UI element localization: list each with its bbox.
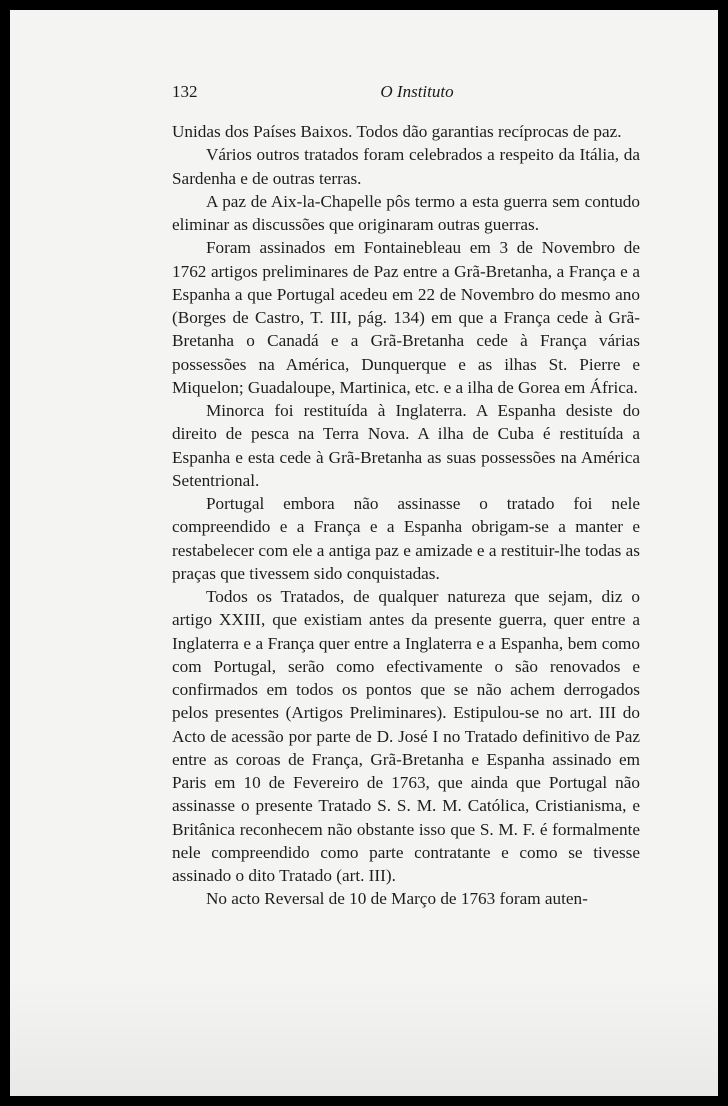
running-title: O Instituto xyxy=(380,82,454,101)
page-number: 132 xyxy=(172,82,198,101)
paragraph-acto-reversal: No acto Reversal de 10 de Março de 1763 foram auten- xyxy=(206,889,588,909)
paragraph-portugal: Portugal embora não assinasse o tratado foi nele compreendido e a França e a Espanha obrigam-se a manter e restabelecer com ele a antiga paz e amizade e a restituir-lhe todas as praças que tivessem sido conquistadas. xyxy=(172,494,640,583)
body-text xyxy=(172,120,640,911)
paragraph-fontainebleau: Foram assinados em Fontainebleau em 3 de Novembro de 1762 artigos preliminares de Paz entre a Grã-Bretanha, a França e a Espanha a que Portugal acedeu em 22 de Novembro do mesmo ano (Borges de Castro, T. III, pág. 134) em que a França cede à Grã-Bretanha o Canadá e a Grã-Bretanha cede à França várias possessões na América, Dunquerque e as ilhas St. Pierre e Miquelon; Guadaloupe, Martinica, etc. e a ilha de Gorea em África. xyxy=(172,238,640,397)
paragraph-minorca: Minorca foi restituída à Inglaterra. A Espanha desiste do direito de pesca na Terra Nova. A ilha de Cuba é restituída a Espanha e esta cede à Grã-Bretanha as suas possessões na América Setentrional. xyxy=(172,401,640,490)
book-page xyxy=(10,10,718,1096)
paragraph-other-treaties: Vários outros tratados foram celebrados a respeito da Itália, da Sardenha e de outras terras. xyxy=(172,145,640,188)
paragraph-aix-la-chapelle: A paz de Aix-la-Chapelle pôs termo a esta guerra sem contudo eliminar as discussões que originaram outras guerras. xyxy=(172,191,640,234)
page-header xyxy=(172,82,632,108)
paragraph-treaties-article-xxiii: Todos os Tratados, de qualquer natureza que sejam, diz o artigo XXIII, que existiam antes da presente guerra, quer entre a Inglaterra e a França quer entre a Inglaterra e a Espanha, bem como com Portugal, serão como efectivamente o são renovados e confirmados em todos os pontos que se não achem derrogados pelos presentes (Artigos Preliminares). Estipulou-se no art. III do Acto de acessão por parte de D. José I no Tratado definitivo de Paz entre as coroas de França, Grã-Bretanha e Espanha assinado em Paris em 10 de Fevereiro de 1763, que ainda que Portugal não assinasse o presente Tratado S. S. M. M. Católica, Cristianisma, e Britânica reconhecem não obstante isso que S. M. F. é formalmente nele compreendido como parte contratante e como se tivesse assinado o dito Tratado (art. III). xyxy=(172,587,640,885)
page-bottom-shading xyxy=(10,976,718,1096)
paragraph-continuation: Unidas dos Países Baixos. Todos dão garantias recíprocas de paz. xyxy=(172,122,622,141)
